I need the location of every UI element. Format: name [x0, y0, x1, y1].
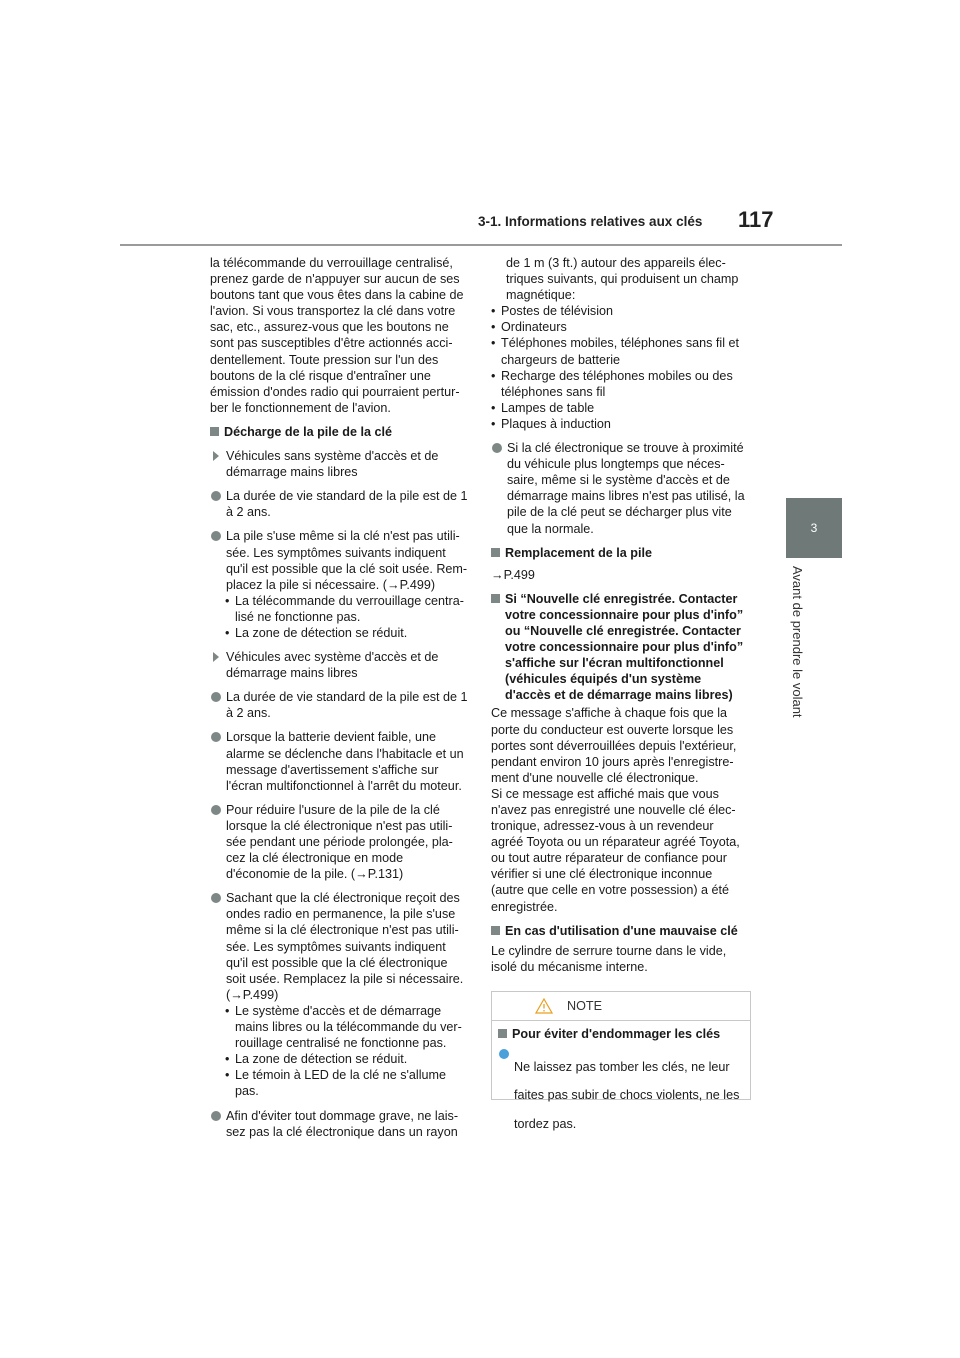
text-line: démarrage mains libres	[226, 465, 358, 480]
right-column	[491, 255, 753, 975]
text-line: Afin d'éviter tout dommage grave, ne lais-	[226, 1108, 459, 1123]
text-line: Si “Nouvelle clé enregistrée. Contacter	[505, 591, 738, 606]
text-line: que la normale.	[507, 521, 594, 536]
dash-item-text	[501, 303, 613, 319]
text-line: portes sont déverrouillées depuis l'extérieur,	[491, 738, 737, 753]
dash-item-text	[501, 319, 567, 335]
arrow-item-without-smart	[210, 448, 470, 480]
dash-item	[491, 303, 753, 319]
page-number: 117	[738, 207, 774, 232]
dash-item	[491, 335, 753, 367]
circle-bullet-icon	[211, 531, 221, 541]
note-bullet	[498, 1046, 742, 1145]
continuation-text	[491, 255, 753, 303]
bullet-dot-icon: •	[491, 400, 496, 415]
text-line: même si la clé électronique n'est pas utili-	[226, 923, 459, 938]
text-line: Le cylindre de serrure tourne dans le vide,	[491, 943, 727, 958]
text-line: soit usée. Remplacez la pile si nécessaire.	[226, 971, 464, 986]
text-line: Recharge des téléphones mobiles ou des	[501, 368, 733, 383]
text-line: rouillage centralisé ne fonctionne pas.	[235, 1036, 447, 1051]
text-line: agréé Toyota ou un réparateur agréé Toyota,	[491, 835, 740, 850]
arrow-right-icon	[213, 652, 219, 662]
bullet-text	[226, 488, 468, 520]
text-line: votre concessionnaire pour plus d'info”	[505, 640, 744, 655]
circle-bullet-icon	[211, 491, 221, 501]
bullet-continuation	[491, 255, 753, 432]
circle-bullet-icon	[499, 1049, 509, 1059]
bullet-dot-icon: •	[225, 1052, 230, 1067]
text-line: ou tout autre réparateur de confiance pour	[491, 851, 727, 866]
square-bullet-icon	[491, 594, 500, 603]
newkey-paragraph	[491, 705, 753, 914]
text-line: La zone de détection se réduit.	[235, 625, 408, 640]
text-line: pile de la clé peut se décharger plus vite	[507, 505, 732, 520]
circle-bullet-icon	[492, 443, 502, 453]
heading-newkey-text	[505, 591, 743, 704]
text-line: porte du conducteur est ouverte lorsque les	[491, 722, 734, 737]
text-line: cez la clé électronique en mode	[226, 851, 404, 866]
heading-newkey	[491, 591, 753, 704]
note-body	[492, 1021, 750, 1145]
text-line: La durée de vie standard de la pile est de 1	[226, 690, 468, 705]
bullet-dot-icon: •	[491, 416, 496, 431]
note-bullet-text	[514, 1046, 739, 1145]
bullet-text	[226, 729, 464, 793]
text-line: à 2 ans.	[226, 505, 271, 520]
text-line: enregistrée.	[491, 899, 558, 914]
circle-bullet-icon	[211, 805, 221, 815]
text-line: votre concessionnaire pour plus d'info”	[505, 607, 744, 622]
text-line: saire, même si le système d'accès et de	[507, 473, 730, 488]
warning-triangle-icon	[535, 998, 553, 1014]
page-reference-link[interactable]: →P.499	[491, 567, 535, 582]
text-line: Le système d'accès et de démarrage	[235, 1003, 442, 1018]
chapter-tab-number: 3	[810, 521, 818, 535]
note-box	[491, 991, 751, 1132]
text-line: La pile s'use même si la clé n'est pas utili-	[226, 529, 460, 544]
note-header	[492, 992, 750, 1021]
text-line: n'avez pas enregistré une nouvelle clé élec-	[491, 803, 736, 817]
text-line: faites pas subir de chocs violents, ne les	[514, 1088, 740, 1103]
text-line: Lorsque la batterie devient faible, une	[226, 730, 437, 745]
text-line: Ordinateurs	[501, 320, 567, 335]
text-line: sée pendant une période prolongée, pla-	[226, 835, 453, 849]
text-line: l'avion. Si vous transportez la clé dans votre	[210, 304, 456, 319]
text-line: dentellement. Toute pression sur l'un des	[210, 352, 439, 367]
header-rule	[120, 244, 842, 246]
bullet-dot-icon: •	[491, 304, 496, 319]
text-line: lisé ne fonctionne pas.	[235, 609, 361, 624]
circle-bullet-icon	[211, 692, 221, 702]
text-line: pendant environ 10 jours après l'enregistre-	[491, 754, 734, 769]
chapter-tab[interactable]	[786, 498, 842, 558]
bullet-item	[210, 1108, 470, 1140]
dash-list	[210, 593, 470, 641]
bullet-item	[210, 802, 470, 882]
bullet-dot-icon: •	[225, 625, 230, 640]
text-line: ondes radio en permanence, la pile s'use	[226, 907, 456, 922]
square-bullet-icon	[491, 548, 500, 557]
bullet-dot-icon: •	[225, 1003, 230, 1018]
dash-item	[210, 1051, 470, 1067]
text-line: ou “Nouvelle clé enregistrée. Contacter	[505, 623, 741, 638]
bullet-item	[210, 528, 470, 641]
arrow-item-text	[226, 448, 438, 480]
dash-item	[210, 593, 470, 625]
text-line: démarrage mains libres n'est pas utilisé, la	[507, 489, 745, 504]
text-line: isolé du mécanisme interne.	[491, 959, 648, 974]
arrow-right-icon	[213, 451, 219, 461]
text-line: Si la clé électronique se trouve à proximité	[507, 441, 744, 456]
note-heading-text: Pour éviter d'endommager les clés	[512, 1027, 721, 1041]
text-line: prenez garde de n'appuyer sur aucun de ses	[210, 272, 460, 287]
text-line: Véhicules avec système d'accès et de	[226, 650, 439, 665]
text-line: La zone de détection se réduit.	[235, 1052, 408, 1067]
dash-item	[210, 1067, 470, 1099]
text-line: sac, etc., assurez-vous que les boutons ne	[210, 320, 449, 335]
note-heading	[498, 1026, 742, 1042]
intro-paragraph	[210, 255, 470, 416]
text-line: d'économie de la pile. (→P.131)	[226, 867, 404, 882]
text-line: ment d'une nouvelle clé électronique.	[491, 770, 699, 785]
text-line: émission d'ondes radio qui pourraient pertur-	[210, 384, 460, 399]
text-line: Lampes de table	[501, 400, 595, 415]
bullet-item	[491, 440, 753, 537]
dash-item	[210, 1003, 470, 1051]
bullet-item	[210, 890, 470, 1099]
dash-item-text	[501, 416, 611, 432]
text-line: vérifier si une clé électronique inconnue	[491, 867, 713, 882]
bullet-item	[210, 488, 470, 520]
text-line: qu'il est possible que la clé électronique	[226, 955, 448, 970]
text-line: (autre que celle en votre possession) a été	[491, 883, 730, 898]
text-line: La télécommande du verrouillage centra-	[235, 593, 464, 608]
bullet-text	[226, 890, 463, 1003]
text-line: sée. Les symptômes suivants indiquent	[226, 545, 446, 560]
text-line: La durée de vie standard de la pile est de 1	[226, 489, 468, 504]
text-line: sez pas la clé électronique dans un rayon	[226, 1124, 458, 1139]
square-bullet-icon	[210, 427, 219, 436]
section-header-title: 3-1. Informations relatives aux clés	[478, 214, 703, 229]
text-line: Pour réduire l'usure de la pile de la clé	[226, 802, 440, 817]
bullet-dot-icon: •	[225, 593, 230, 608]
note-title: NOTE	[567, 998, 602, 1013]
text-line: démarrage mains libres	[226, 666, 358, 681]
text-line: (→P.499)	[226, 987, 279, 1002]
circle-bullet-icon	[211, 893, 221, 903]
text-line: s'affiche sur l'écran multifonctionnel	[505, 656, 724, 671]
text-line: ber le fonctionnement de l'avion.	[210, 400, 391, 415]
heading-wrongkey	[491, 923, 753, 939]
dash-item	[491, 368, 753, 400]
text-line: magnétique:	[506, 288, 576, 303]
text-line: de 1 m (3 ft.) autour des appareils élec-	[506, 256, 726, 270]
bullet-text	[226, 528, 467, 592]
text-line: placez la pile si nécessaire. (→P.499)	[226, 577, 436, 592]
heading-wrongkey-text: En cas d'utilisation d'une mauvaise clé	[505, 923, 738, 938]
bullet-dot-icon: •	[491, 336, 496, 351]
text-line: à 2 ans.	[226, 706, 271, 721]
text-line: boutons de la clé risque d'entraîner une	[210, 368, 431, 383]
heading-battery-text: Décharge de la pile de la clé	[224, 424, 392, 439]
text-line: sée. Les symptômes suivants indiquent	[226, 939, 446, 954]
text-line: Plaques à induction	[501, 416, 611, 431]
bullet-dot-icon: •	[491, 320, 496, 335]
text-line: l'écran multifonctionnel à l'arrêt du moteur.	[226, 778, 462, 793]
text-line: téléphones sans fil	[501, 384, 606, 399]
dash-item-text	[501, 335, 739, 367]
heading-battery	[210, 424, 470, 440]
dash-item	[491, 400, 753, 416]
text-line: tordez pas.	[514, 1117, 577, 1132]
text-line: Sachant que la clé électronique reçoit des	[226, 891, 460, 906]
text-line: sont pas susceptibles d'être actionnés acci-	[210, 336, 453, 351]
text-line: Ce message s'affiche à chaque fois que la	[491, 706, 728, 721]
circle-bullet-icon	[211, 732, 221, 742]
bullet-text	[226, 689, 468, 721]
dash-list	[210, 1003, 470, 1100]
text-line: alarme se déclenche dans l'habitacle et un	[226, 746, 464, 761]
square-bullet-icon	[498, 1029, 507, 1038]
dash-item-text	[235, 1051, 407, 1067]
dash-item	[491, 416, 753, 432]
square-bullet-icon	[491, 926, 500, 935]
text-line: Si ce message est affiché mais que vous	[491, 786, 719, 801]
dash-item-text	[235, 1003, 462, 1051]
bullet-dot-icon: •	[491, 368, 496, 383]
bullet-item	[210, 689, 470, 721]
bullet-dot-icon: •	[225, 1068, 230, 1083]
text-line: triques suivants, qui produisent un champ	[506, 272, 739, 287]
text-line: (véhicules équipés d'un système	[505, 672, 702, 687]
bullet-text	[226, 802, 453, 882]
heading-replace	[491, 545, 753, 561]
wrongkey-paragraph	[491, 943, 753, 975]
text-line: la télécommande du verrouillage centralisé,	[210, 256, 453, 270]
text-line: Ne laissez pas tomber les clés, ne leur	[514, 1059, 730, 1074]
dash-item-text	[501, 400, 594, 416]
text-line: mains libres ou la télécommande du ver-	[235, 1020, 462, 1035]
chapter-label: Avant de prendre le volant	[790, 566, 805, 718]
text-line: lorsque la clé électronique n'est pas utili-	[226, 818, 453, 833]
heading-replace-text: Remplacement de la pile	[505, 545, 652, 560]
arrow-item-text	[226, 649, 438, 681]
text-line: Téléphones mobiles, téléphones sans fil et	[501, 336, 740, 351]
text-line: message d'avertissement s'affiche sur	[226, 762, 439, 777]
text-line: du véhicule plus longtemps que néces-	[507, 457, 725, 472]
text-line: Véhicules sans système d'accès et de	[226, 449, 439, 464]
text-line: qu'il est possible que la clé soit usée. Rem-	[226, 561, 468, 576]
bullet-item	[210, 729, 470, 793]
arrow-item-with-smart	[210, 649, 470, 681]
text-line: chargeurs de batterie	[501, 352, 621, 367]
circle-bullet-icon	[211, 1111, 221, 1121]
text-line: d'accès et de démarrage mains libres)	[505, 688, 733, 703]
bullet-text	[507, 440, 745, 537]
text-line: boutons tant que vous êtes dans la cabine de	[210, 288, 464, 303]
dash-item-text	[501, 368, 733, 400]
dash-list	[491, 303, 753, 432]
dash-item-text	[235, 1067, 470, 1099]
text-line: Le témoin à LED de la clé ne s'allume pas.	[235, 1068, 447, 1099]
text-line: tronique, adressez-vous à un revendeur	[491, 819, 714, 834]
text-line: Postes de télévision	[501, 304, 614, 319]
dash-item-text	[235, 593, 464, 625]
left-column	[210, 255, 470, 1148]
dash-item	[210, 625, 470, 641]
bullet-text	[226, 1108, 458, 1140]
dash-item	[491, 319, 753, 335]
dash-item-text	[235, 625, 407, 641]
